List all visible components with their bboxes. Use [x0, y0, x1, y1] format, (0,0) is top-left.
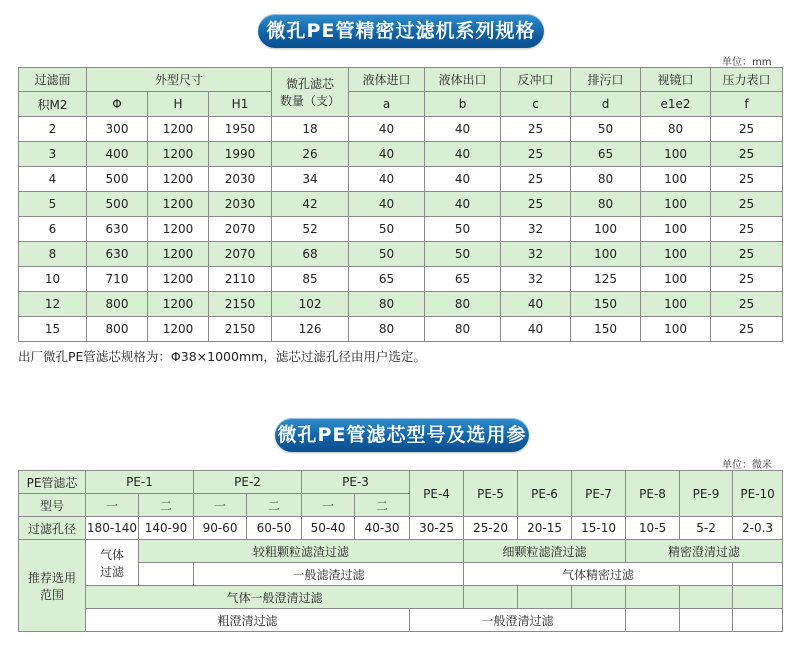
spec-row [19, 117, 783, 142]
spec-cell: 25 [711, 117, 783, 142]
model-pe6: PE-6 [518, 471, 572, 517]
spec-note: 出厂微孔PE管滤芯规格为：Φ38×1000mm，滤芯过滤孔径由用户选定。 [18, 349, 426, 364]
spec-cell: 40 [425, 117, 501, 142]
spec-cell: 25 [501, 142, 571, 167]
spec-cell: 50 [349, 242, 425, 267]
spec-cell: 500 [87, 167, 148, 192]
spec-cell: 126 [272, 317, 349, 342]
spec-cell: 25 [711, 317, 783, 342]
gas-general-clarify-filtration: 气体一般澄清过滤 [86, 586, 464, 609]
header-drain: 排污口 [571, 68, 641, 92]
spec-cell: 50 [425, 217, 501, 242]
spec-cell: 630 [87, 217, 148, 242]
spec-cell: 100 [571, 217, 641, 242]
spec-cell: 40 [501, 317, 571, 342]
recommend-label [19, 540, 86, 632]
blank-cell [572, 586, 626, 609]
model-label: PE管滤芯 [19, 471, 86, 494]
spec-cell: 1200 [148, 167, 209, 192]
model-pe1: PE-1 [86, 471, 194, 494]
spec-cell: 80 [349, 292, 425, 317]
fine-particle-filtration: 细颗粒滤渣过滤 [464, 540, 626, 563]
header-outer-size: 外型尺寸 [87, 68, 272, 92]
spec-cell: 2070 [209, 242, 272, 267]
spec-cell: 25 [711, 292, 783, 317]
blank-cell [680, 586, 733, 609]
spec-cell: 10 [19, 267, 87, 292]
header-filter-count [272, 68, 349, 117]
pore-value: 2-0.3 [733, 517, 783, 540]
spec-table [18, 67, 783, 342]
header-filter-count-line1: 微孔滤芯 [286, 77, 335, 91]
spec-cell: 100 [641, 267, 711, 292]
spec-row [19, 217, 783, 242]
header-gauge: 压力表口 [711, 68, 783, 92]
spec-cell: 100 [641, 167, 711, 192]
pore-value: 5-2 [680, 517, 733, 540]
spec-cell: 40 [425, 167, 501, 192]
spec-cell: 100 [641, 142, 711, 167]
spec-cell: 25 [711, 267, 783, 292]
model-pe4: PE-4 [410, 471, 464, 517]
spec-cell: 80 [571, 167, 641, 192]
general-residue-filtration: 一般滤渣过滤 [194, 563, 464, 586]
pore-value: 25-20 [464, 517, 518, 540]
spec-cell: 80 [641, 117, 711, 142]
spec-row [19, 292, 783, 317]
spec-cell: 125 [571, 267, 641, 292]
pore-value: 50-40 [302, 517, 355, 540]
header-backflush-code: c [501, 92, 571, 117]
spec-cell: 1200 [148, 217, 209, 242]
spec-row [19, 317, 783, 342]
spec-cell: 1200 [148, 192, 209, 217]
spec-cell: 1200 [148, 117, 209, 142]
spec-cell: 1950 [209, 117, 272, 142]
header-h: H [148, 92, 209, 117]
gas-label-line2: 过滤 [99, 564, 124, 579]
header-area-line2: 积M2 [19, 92, 87, 117]
pore-value: 40-30 [355, 517, 410, 540]
spec-cell: 100 [641, 292, 711, 317]
model-pe8: PE-8 [626, 471, 680, 517]
spec-cell: 1200 [148, 142, 209, 167]
blank-cell [733, 563, 783, 586]
blank-cell [464, 586, 518, 609]
spec-cell: 40 [349, 117, 425, 142]
general-clarify-filtration: 一般澄清过滤 [410, 609, 626, 632]
spec-cell: 1200 [148, 242, 209, 267]
recommend-label-line2: 范围 [39, 587, 64, 602]
spec-cell: 25 [501, 117, 571, 142]
spec-cell: 32 [501, 217, 571, 242]
spec-cell: 100 [641, 242, 711, 267]
coarse-particle-filtration: 较粗颗粒滤渣过滤 [139, 540, 464, 563]
pe2-sub-one: 一 [194, 494, 247, 517]
spec-cell: 32 [501, 242, 571, 267]
spec-cell: 1200 [148, 292, 209, 317]
spec-cell: 50 [349, 217, 425, 242]
spec-cell: 12 [19, 292, 87, 317]
spec-cell: 100 [641, 192, 711, 217]
spec-cell: 3 [19, 142, 87, 167]
spec-cell: 8 [19, 242, 87, 267]
pe1-sub-one: 一 [86, 494, 139, 517]
spec-cell: 40 [425, 142, 501, 167]
header-gauge-code: f [711, 92, 783, 117]
blank-cell [518, 586, 572, 609]
spec-table-title: 微孔PE管精密过滤机系列规格表 [258, 14, 544, 48]
pore-value: 140-90 [139, 517, 194, 540]
pore-value: 180-140 [86, 517, 139, 540]
spec-cell: 710 [87, 267, 148, 292]
spec-cell: 65 [349, 267, 425, 292]
header-inlet: 液体进口 [349, 68, 425, 92]
header-phi: Φ [87, 92, 148, 117]
reference-table [18, 470, 783, 632]
pe1-sub-two: 二 [139, 494, 194, 517]
spec-cell: 100 [641, 317, 711, 342]
spec-cell: 80 [349, 317, 425, 342]
spec-row [19, 167, 783, 192]
spec-cell: 1990 [209, 142, 272, 167]
spec-cell: 15 [19, 317, 87, 342]
model-pe7: PE-7 [572, 471, 626, 517]
spec-cell: 40 [425, 192, 501, 217]
model-label-line2: 型号 [19, 494, 86, 517]
spec-row [19, 267, 783, 292]
model-pe2: PE-2 [194, 471, 302, 494]
gas-precision-filtration: 气体精密过滤 [464, 563, 733, 586]
spec-cell: 102 [272, 292, 349, 317]
header-area: 过滤面 [19, 68, 87, 92]
spec-cell: 26 [272, 142, 349, 167]
spec-cell: 25 [501, 192, 571, 217]
spec-cell: 800 [87, 292, 148, 317]
reference-table-title: 微孔PE管滤芯型号及选用参考 [275, 418, 529, 452]
spec-cell: 68 [272, 242, 349, 267]
spec-cell: 40 [349, 142, 425, 167]
spec-cell: 4 [19, 167, 87, 192]
spec-cell: 25 [711, 242, 783, 267]
blank-cell [626, 586, 680, 609]
blank-cell [733, 609, 783, 632]
pe2-sub-two: 二 [247, 494, 302, 517]
spec-cell: 40 [501, 292, 571, 317]
spec-cell: 52 [272, 217, 349, 242]
pore-value: 15-10 [572, 517, 626, 540]
spec-row [19, 142, 783, 167]
blank-cell [680, 609, 733, 632]
spec-cell: 85 [272, 267, 349, 292]
spec-cell: 500 [87, 192, 148, 217]
spec-cell: 400 [87, 142, 148, 167]
spec-cell: 50 [571, 117, 641, 142]
spec-cell: 25 [711, 167, 783, 192]
header-outlet-code: b [425, 92, 501, 117]
spec-cell: 2150 [209, 317, 272, 342]
spec-row [19, 242, 783, 267]
spec-cell: 6 [19, 217, 87, 242]
spec-cell: 1200 [148, 267, 209, 292]
spec-cell: 42 [272, 192, 349, 217]
pore-value: 10-5 [626, 517, 680, 540]
header-sight: 视镜口 [641, 68, 711, 92]
pe3-sub-two: 二 [355, 494, 410, 517]
spec-cell: 25 [711, 142, 783, 167]
precision-clarify-filtration: 精密澄清过滤 [626, 540, 783, 563]
spec-cell: 80 [425, 317, 501, 342]
blank-cell [733, 586, 783, 609]
pore-value: 30-25 [410, 517, 464, 540]
blank-cell [626, 609, 680, 632]
spec-cell: 100 [571, 242, 641, 267]
model-pe3: PE-3 [302, 471, 410, 494]
spec-cell: 2030 [209, 167, 272, 192]
spec-cell: 65 [425, 267, 501, 292]
header-inlet-code: a [349, 92, 425, 117]
gas-label-line1: 气体 [99, 547, 124, 562]
pore-label: 过滤孔径 [19, 517, 86, 540]
spec-cell: 300 [87, 117, 148, 142]
spec-cell: 40 [349, 167, 425, 192]
spec-cell: 18 [272, 117, 349, 142]
spec-cell: 80 [425, 292, 501, 317]
pore-value: 20-15 [518, 517, 572, 540]
pore-value: 60-50 [247, 517, 302, 540]
spec-cell: 34 [272, 167, 349, 192]
header-filter-count-line2: 数量（支） [280, 94, 341, 108]
header-sight-code: e1e2 [641, 92, 711, 117]
coarse-clarify-filtration: 粗澄清过滤 [86, 609, 410, 632]
spec-cell: 25 [711, 217, 783, 242]
pore-value: 90-60 [194, 517, 247, 540]
header-backflush: 反冲口 [501, 68, 571, 92]
spec-table-unit: 单位：mm [722, 57, 772, 68]
spec-cell: 2030 [209, 192, 272, 217]
spec-cell: 40 [349, 192, 425, 217]
spec-cell: 630 [87, 242, 148, 267]
reference-table-unit: 单位：微米 [722, 460, 772, 471]
spec-cell: 150 [571, 317, 641, 342]
spec-cell: 65 [571, 142, 641, 167]
header-drain-code: d [571, 92, 641, 117]
spec-cell: 80 [571, 192, 641, 217]
recommend-label-line1: 推荐选用 [27, 570, 76, 585]
spec-cell: 2 [19, 117, 87, 142]
spec-cell: 800 [87, 317, 148, 342]
header-h1: H1 [209, 92, 272, 117]
spec-row [19, 192, 783, 217]
model-pe9: PE-9 [680, 471, 733, 517]
model-pe10: PE-10 [733, 471, 783, 517]
spec-cell: 150 [571, 292, 641, 317]
spec-cell: 100 [641, 217, 711, 242]
model-pe5: PE-5 [464, 471, 518, 517]
spec-cell: 50 [425, 242, 501, 267]
blank-cell [139, 563, 194, 586]
spec-cell: 25 [711, 192, 783, 217]
spec-cell: 5 [19, 192, 87, 217]
spec-cell: 2070 [209, 217, 272, 242]
spec-cell: 2110 [209, 267, 272, 292]
spec-cell: 1200 [148, 317, 209, 342]
spec-cell: 32 [501, 267, 571, 292]
spec-cell: 25 [501, 167, 571, 192]
gas-label [86, 540, 139, 586]
pe3-sub-one: 一 [302, 494, 355, 517]
header-outlet: 液体出口 [425, 68, 501, 92]
spec-cell: 2150 [209, 292, 272, 317]
